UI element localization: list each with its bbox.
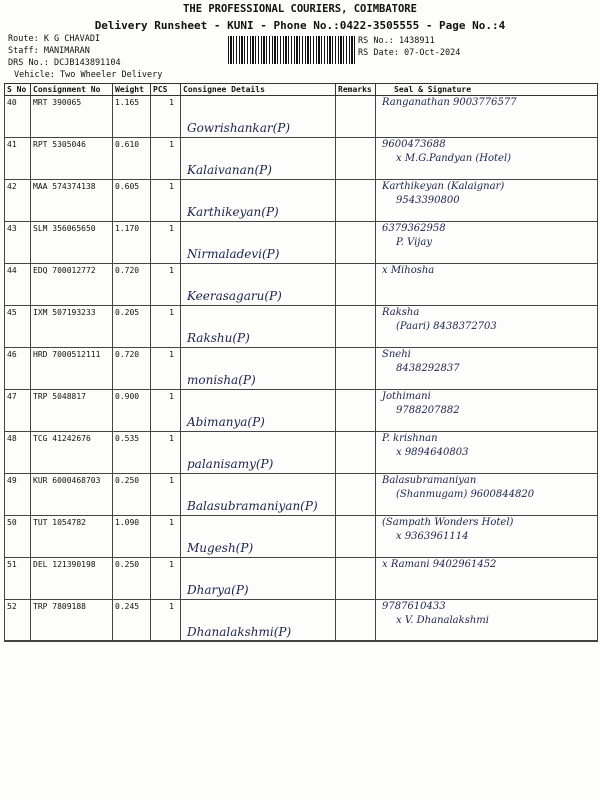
signature-handwritten: Raksha bbox=[382, 307, 420, 318]
table-row bbox=[5, 306, 598, 348]
cell-sno: 44 bbox=[5, 264, 31, 306]
table-row bbox=[5, 390, 598, 432]
cell-consignment: TUT 1054782 bbox=[31, 516, 113, 558]
cell-pcs: 1 bbox=[151, 516, 181, 558]
table-row bbox=[5, 474, 598, 516]
cell-signature bbox=[376, 516, 598, 558]
cell-sno: 52 bbox=[5, 600, 31, 642]
table-header-row bbox=[5, 84, 598, 96]
cell-signature bbox=[376, 96, 598, 138]
table-row bbox=[5, 432, 598, 474]
signature-handwritten: (Sampath Wonders Hotel) bbox=[382, 517, 514, 528]
cell-pcs: 1 bbox=[151, 474, 181, 516]
table-row bbox=[5, 222, 598, 264]
signature-handwritten: 9788207882 bbox=[396, 405, 460, 416]
signature-handwritten: Ranganathan 9003776577 bbox=[382, 97, 517, 108]
cell-consignee bbox=[181, 558, 336, 600]
runsheet-table bbox=[4, 83, 598, 642]
cell-pcs: 1 bbox=[151, 306, 181, 348]
cell-signature bbox=[376, 558, 598, 600]
col-signature: Seal & Signature bbox=[376, 84, 598, 96]
cell-remarks bbox=[336, 96, 376, 138]
col-remarks: Remarks bbox=[336, 84, 376, 96]
cell-sno: 47 bbox=[5, 390, 31, 432]
cell-sno: 51 bbox=[5, 558, 31, 600]
signature-handwritten: 9787610433 bbox=[382, 601, 446, 612]
cell-signature bbox=[376, 264, 598, 306]
rs-number: RS No.: 1438911 bbox=[358, 36, 435, 46]
signature-handwritten: P. krishnan bbox=[382, 433, 438, 444]
signature-handwritten: x Mihosha bbox=[382, 265, 435, 276]
vehicle-label: Vehicle: Two Wheeler Delivery bbox=[14, 70, 163, 80]
cell-remarks bbox=[336, 306, 376, 348]
cell-consignee bbox=[181, 432, 336, 474]
rs-date: RS Date: 07-Oct-2024 bbox=[358, 48, 461, 58]
signature-handwritten: x V. Dhanalakshmi bbox=[396, 615, 489, 626]
signature-handwritten: 9600473688 bbox=[382, 139, 446, 150]
cell-signature bbox=[376, 474, 598, 516]
cell-pcs: 1 bbox=[151, 558, 181, 600]
table-row bbox=[5, 138, 598, 180]
cell-remarks bbox=[336, 180, 376, 222]
consignee-handwritten: Dharya(P) bbox=[187, 583, 249, 597]
cell-weight: 0.245 bbox=[113, 600, 151, 642]
consignee-handwritten: Rakshu(P) bbox=[187, 331, 250, 345]
cell-pcs: 1 bbox=[151, 600, 181, 642]
cell-consignment: TRP 7809188 bbox=[31, 600, 113, 642]
cell-sno: 42 bbox=[5, 180, 31, 222]
cell-pcs: 1 bbox=[151, 138, 181, 180]
consignee-handwritten: Kalaivanan(P) bbox=[187, 163, 272, 177]
cell-weight: 0.610 bbox=[113, 138, 151, 180]
col-sno: S No bbox=[5, 84, 31, 96]
cell-weight: 0.605 bbox=[113, 180, 151, 222]
signature-handwritten: Snehi bbox=[382, 349, 411, 360]
cell-remarks bbox=[336, 516, 376, 558]
cell-remarks bbox=[336, 222, 376, 264]
cell-signature bbox=[376, 600, 598, 642]
cell-signature bbox=[376, 348, 598, 390]
signature-handwritten: P. Vijay bbox=[396, 237, 433, 248]
cell-consignee bbox=[181, 138, 336, 180]
cell-remarks bbox=[336, 348, 376, 390]
cell-weight: 1.165 bbox=[113, 96, 151, 138]
cell-consignment: SLM 356065650 bbox=[31, 222, 113, 264]
cell-pcs: 1 bbox=[151, 390, 181, 432]
signature-handwritten: x 9894640803 bbox=[396, 447, 469, 458]
cell-weight: 1.090 bbox=[113, 516, 151, 558]
cell-signature bbox=[376, 222, 598, 264]
cell-pcs: 1 bbox=[151, 432, 181, 474]
cell-pcs: 1 bbox=[151, 264, 181, 306]
cell-weight: 1.170 bbox=[113, 222, 151, 264]
cell-consignment: RPT 5305046 bbox=[31, 138, 113, 180]
cell-sno: 40 bbox=[5, 96, 31, 138]
cell-weight: 0.250 bbox=[113, 474, 151, 516]
col-weight: Weight bbox=[113, 84, 151, 96]
cell-sno: 49 bbox=[5, 474, 31, 516]
signature-handwritten: 8438292837 bbox=[396, 363, 460, 374]
signature-handwritten: x Ramani 9402961452 bbox=[382, 559, 497, 570]
company-title: THE PROFESSIONAL COURIERS, COIMBATORE bbox=[183, 3, 417, 15]
col-pcs: PCS bbox=[151, 84, 181, 96]
cell-weight: 0.720 bbox=[113, 348, 151, 390]
consignee-handwritten: Keerasagaru(P) bbox=[187, 289, 282, 303]
cell-consignee bbox=[181, 264, 336, 306]
cell-sno: 43 bbox=[5, 222, 31, 264]
table-row bbox=[5, 600, 598, 642]
consignee-handwritten: Mugesh(P) bbox=[187, 541, 254, 555]
cell-consignee bbox=[181, 222, 336, 264]
cell-remarks bbox=[336, 600, 376, 642]
table-row bbox=[5, 96, 598, 138]
cell-signature bbox=[376, 306, 598, 348]
cell-remarks bbox=[336, 138, 376, 180]
cell-consignment: EDQ 700012772 bbox=[31, 264, 113, 306]
table-row bbox=[5, 348, 598, 390]
cell-consignee bbox=[181, 516, 336, 558]
cell-consignee bbox=[181, 180, 336, 222]
cell-pcs: 1 bbox=[151, 348, 181, 390]
table-row bbox=[5, 516, 598, 558]
cell-consignment: DEL 121390198 bbox=[31, 558, 113, 600]
signature-handwritten: 6379362958 bbox=[382, 223, 446, 234]
cell-consignment: TRP 5048817 bbox=[31, 390, 113, 432]
staff-label: Staff: MANIMARAN bbox=[8, 46, 90, 56]
cell-remarks bbox=[336, 558, 376, 600]
cell-consignee bbox=[181, 600, 336, 642]
cell-pcs: 1 bbox=[151, 222, 181, 264]
signature-handwritten: Balasubramaniyan bbox=[382, 475, 477, 486]
cell-pcs: 1 bbox=[151, 180, 181, 222]
cell-remarks bbox=[336, 432, 376, 474]
cell-sno: 46 bbox=[5, 348, 31, 390]
cell-weight: 0.720 bbox=[113, 264, 151, 306]
route-label: Route: K G CHAVADI bbox=[8, 34, 101, 44]
cell-sno: 50 bbox=[5, 516, 31, 558]
cell-consignee bbox=[181, 390, 336, 432]
cell-consignment: HRD 7000512111 bbox=[31, 348, 113, 390]
drs-number: DRS No.: DCJB143891104 bbox=[8, 58, 121, 68]
signature-handwritten: x M.G.Pandyan (Hotel) bbox=[396, 153, 512, 164]
cell-weight: 0.900 bbox=[113, 390, 151, 432]
signature-handwritten: (Paari) 8438372703 bbox=[396, 321, 497, 332]
consignee-handwritten: monisha(P) bbox=[187, 373, 256, 387]
barcode bbox=[228, 36, 356, 64]
signature-handwritten: 9543390800 bbox=[396, 195, 460, 206]
consignee-handwritten: Gowrishankar(P) bbox=[187, 121, 291, 135]
consignee-handwritten: Abimanya(P) bbox=[187, 415, 265, 429]
cell-weight: 0.250 bbox=[113, 558, 151, 600]
cell-consignment: TCG 41242676 bbox=[31, 432, 113, 474]
consignee-handwritten: palanisamy(P) bbox=[187, 457, 274, 471]
cell-remarks bbox=[336, 474, 376, 516]
cell-pcs: 1 bbox=[151, 96, 181, 138]
cell-consignment: MAA 574374138 bbox=[31, 180, 113, 222]
consignee-handwritten: Balasubramaniyan(P) bbox=[187, 499, 318, 513]
consignee-handwritten: Dhanalakshmi(P) bbox=[187, 625, 292, 639]
cell-signature bbox=[376, 138, 598, 180]
table-row bbox=[5, 558, 598, 600]
cell-consignee bbox=[181, 474, 336, 516]
table-row bbox=[5, 180, 598, 222]
cell-consignment: MRT 390065 bbox=[31, 96, 113, 138]
table-row bbox=[5, 264, 598, 306]
cell-sno: 45 bbox=[5, 306, 31, 348]
cell-weight: 0.205 bbox=[113, 306, 151, 348]
table-bottom-rule bbox=[4, 640, 597, 641]
signature-handwritten: Jothimani bbox=[382, 391, 431, 402]
signature-handwritten: Karthikeyan (Kalaignar) bbox=[382, 181, 505, 192]
runsheet-title: Delivery Runsheet - KUNI - Phone No.:0422-3505555 - Page No.:4 bbox=[94, 19, 506, 32]
cell-remarks bbox=[336, 390, 376, 432]
cell-weight: 0.535 bbox=[113, 432, 151, 474]
cell-consignment: IXM 507193233 bbox=[31, 306, 113, 348]
cell-consignment: KUR 6000468703 bbox=[31, 474, 113, 516]
cell-signature bbox=[376, 180, 598, 222]
consignee-handwritten: Karthikeyan(P) bbox=[187, 205, 279, 219]
cell-consignee bbox=[181, 96, 336, 138]
col-consignment: Consignment No bbox=[31, 84, 113, 96]
col-consignee: Consignee Details bbox=[181, 84, 336, 96]
cell-signature bbox=[376, 432, 598, 474]
signature-handwritten: (Shanmugam) 9600844820 bbox=[396, 489, 535, 500]
signature-handwritten: x 9363961114 bbox=[396, 531, 469, 542]
cell-consignee bbox=[181, 348, 336, 390]
cell-consignee bbox=[181, 306, 336, 348]
cell-remarks bbox=[336, 264, 376, 306]
consignee-handwritten: Nirmaladevi(P) bbox=[187, 247, 280, 261]
cell-signature bbox=[376, 390, 598, 432]
cell-sno: 41 bbox=[5, 138, 31, 180]
cell-sno: 48 bbox=[5, 432, 31, 474]
